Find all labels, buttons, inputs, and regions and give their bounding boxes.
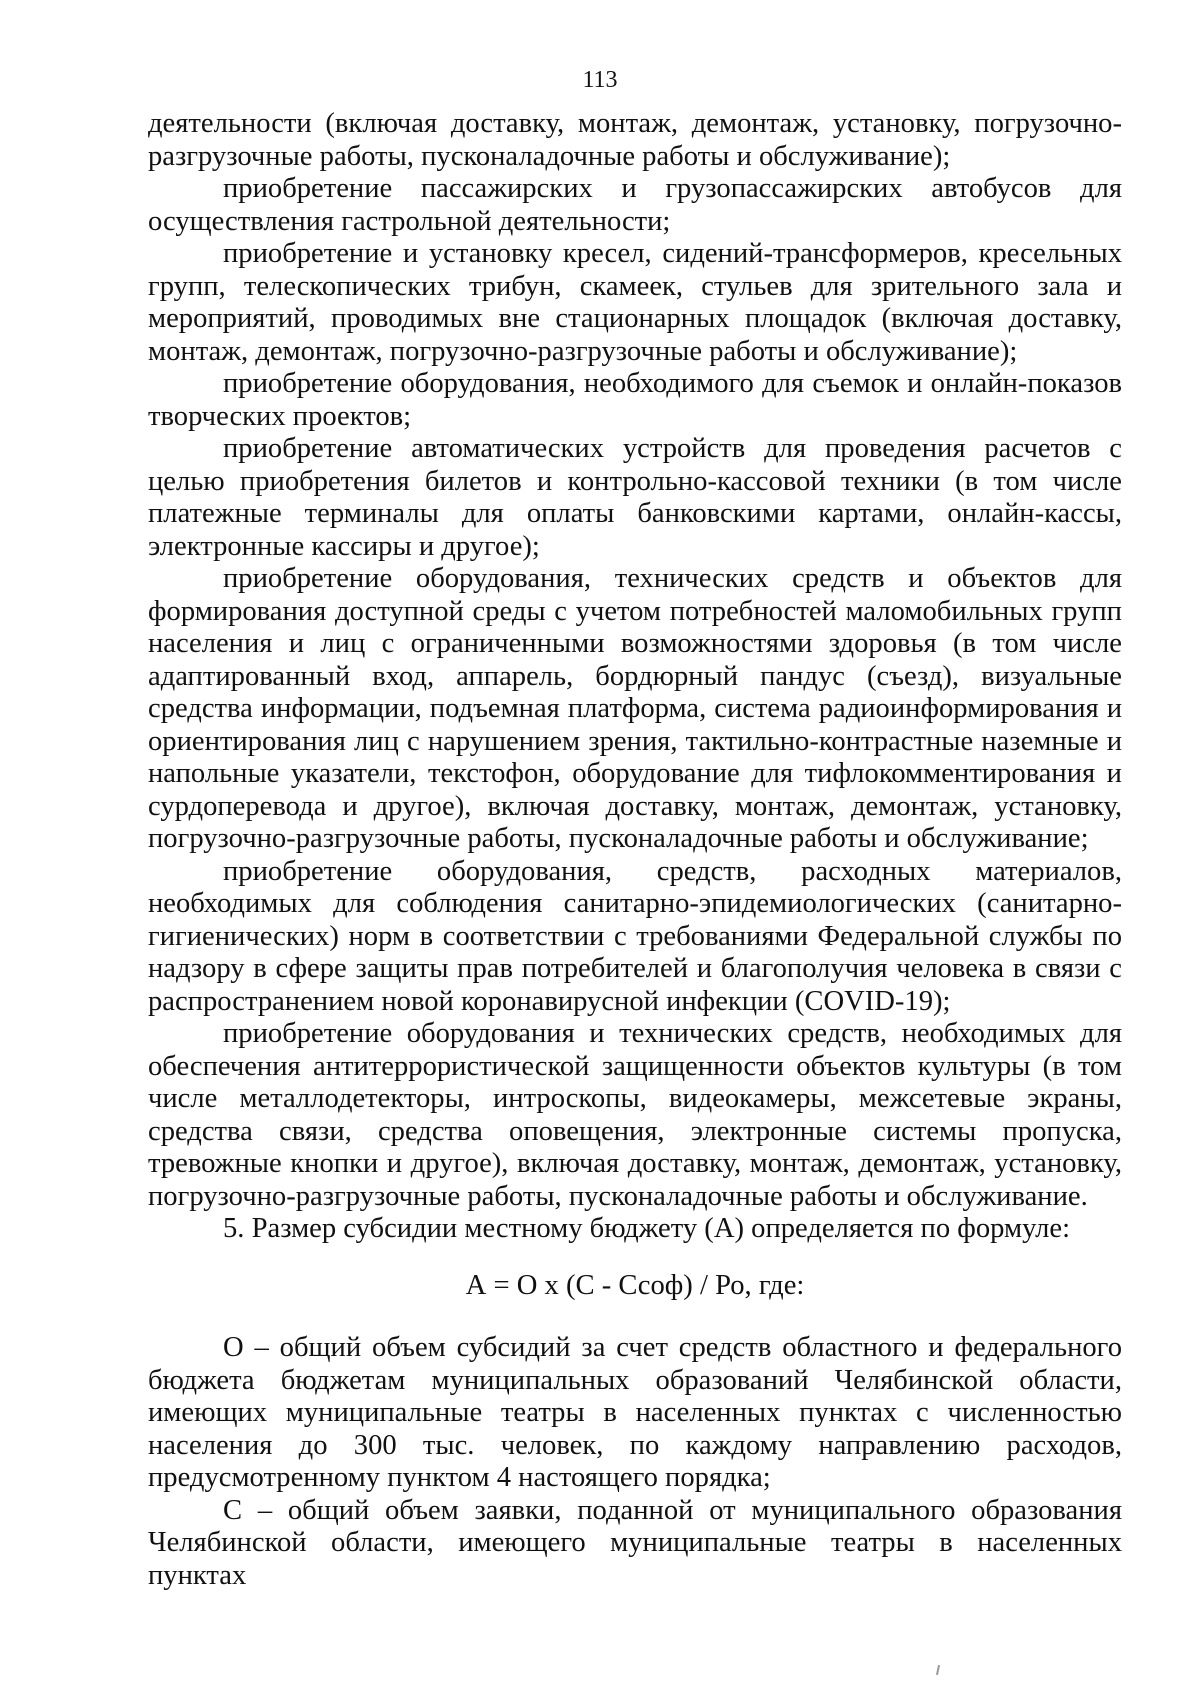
subsidy-formula: А = О х (С - Ссоф) / Ро, где: bbox=[465, 1269, 805, 1301]
paragraph-filming-equipment: приобретение оборудования, необходимого для съемок и онлайн-показов творческих проектов; bbox=[148, 368, 1122, 432]
paragraph-payment-devices: приобретение автоматических устройств для проведения расчетов с целью приобретения билетов и контрольно-кассовой техники (в том числе платежные терминалы для оплаты банковскими картами, онлайн-кассы, электронные кассиры и другое); bbox=[148, 433, 1122, 562]
paragraph-seats: приобретение и установку кресел, сидений-трансформеров, кресельных групп, телескопических трибун, скамеек, стульев для зрительного зала и мероприятий, проводимых вне стационарных площадок (включая доставку, монтаж, демонтаж, погрузочно-разгрузочные работы и обслуживание); bbox=[148, 238, 1122, 367]
paragraph-antiterror-equipment: приобретение оборудования и технических средств, необходимых для обеспечения антитеррористической защищенности объектов культуры (в том числе металлодетекторы, интроскопы, видеокамеры, межсетевые экраны, средства связи, средства оповещения, электронные системы пропуска, тревожные кнопки и другое), включая доставку, монтаж, демонтаж, установку, погрузочно-разгрузочные работы, пусконаладочные работы и обслуживание. bbox=[148, 1018, 1122, 1212]
paragraph-continuation: деятельности (включая доставку, монтаж, демонтаж, установку, погрузочно-разгрузочные работы, пусконаладочные работы и обслуживание); bbox=[148, 108, 1122, 172]
scan-mark bbox=[936, 1665, 940, 1675]
paragraph-buses: приобретение пассажирских и грузопассажирских автобусов для осуществления гастрольной деятельности; bbox=[148, 173, 1122, 237]
document-body bbox=[148, 108, 1122, 1592]
definition-o: О – общий объем субсидий за счет средств областного и федерального бюджета бюджетам муниципальных образований Челябинской области, имеющих муниципальные театры в населенных пунктах с численностью населения до 300 тыс. человек, по каждому направлению расходов, предусмотренному пунктом 4 настоящего порядка; bbox=[148, 1332, 1122, 1493]
page-number: 113 bbox=[582, 67, 618, 93]
paragraph-subsidy-size: 5. Размер субсидии местному бюджету (А) определяется по формуле: bbox=[223, 1213, 1071, 1244]
paragraph-sanitary-equipment: приобретение оборудования, средств, расходных материалов, необходимых для соблюдения санитарно-эпидемиологических (санитарно-гигиенических) норм в соответствии с требованиями Федеральной службы по надзору в сфере защиты прав потребителей и благополучия человека в связи с распространением новой коронавирусной инфекции (COVID-19); bbox=[148, 855, 1122, 1017]
definition-c: С – общий объем заявки, поданной от муниципального образования Челябинской области, имеющего муниципальные театры в населенных пунктах bbox=[148, 1494, 1122, 1591]
paragraph-accessible-environment: приобретение оборудования, технических средств и объектов для формирования доступной среды с учетом потребностей маломобильных групп населения и лиц с ограниченными возможностями здоровья (в том числе адаптированный вход, аппарель, бордюрный пандус (съезд), визуальные средства информации, подъемная платформа, система радиоинформирования и ориентирования лиц с нарушением зрения, тактильно-контрастные наземные и напольные указатели, текстофон, оборудование для тифлокомментирования и сурдоперевода и другое), включая доставку, монтаж, демонтаж, установку, погрузочно-разгрузочные работы, пусконаладочные работы и обслуживание; bbox=[148, 563, 1122, 854]
